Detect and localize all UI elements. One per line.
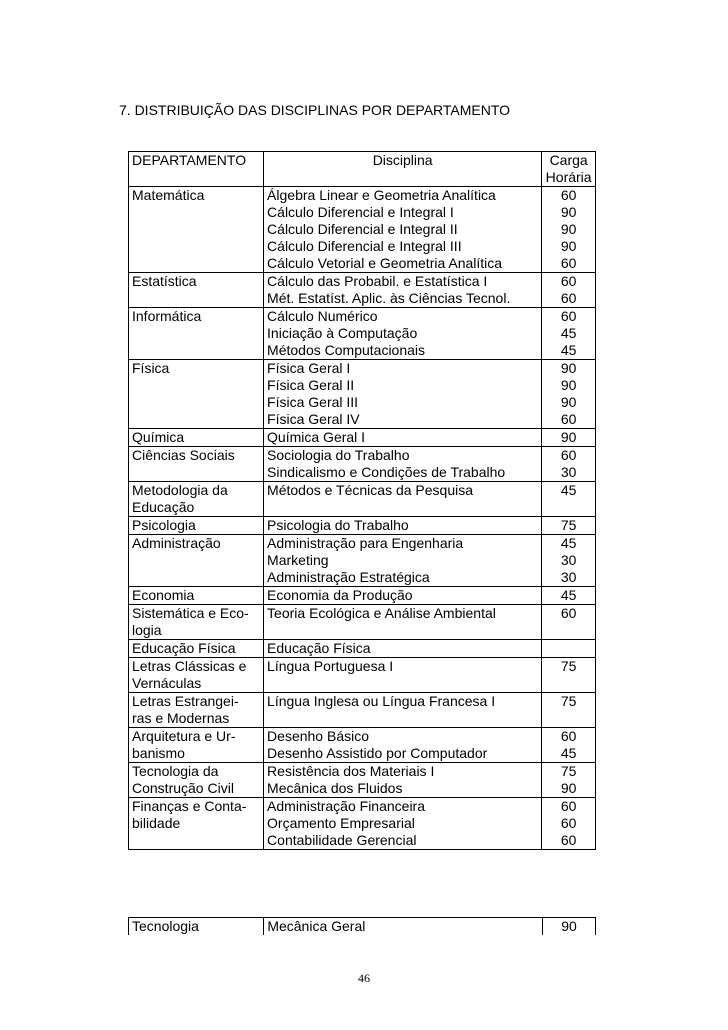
cell-line: Administração Financeira [267, 798, 426, 814]
cell-line: 60 [560, 273, 577, 289]
disciplina-cell [264, 658, 542, 693]
carga-horaria-cell [542, 429, 596, 447]
table-row [129, 763, 596, 798]
cell-line: Cálculo Vetorial e Geometria Analítica [267, 255, 503, 271]
cell-line: Psicologia [132, 517, 196, 533]
disciplina-cell [264, 640, 542, 658]
cell-line: Física Geral IV [267, 411, 360, 427]
continuation-table [128, 917, 596, 935]
cell-line: Psicologia do Trabalho [267, 517, 409, 533]
table-header-row [129, 152, 596, 187]
cell-line: Iniciação à Computação [267, 325, 418, 341]
table-row [129, 308, 596, 360]
cell-line: Orçamento Empresarial [267, 815, 415, 831]
cell-line: 90 [561, 918, 577, 934]
cell-line: Mecânica Geral [267, 918, 366, 934]
cell-line: Metodologia da [132, 482, 228, 498]
table-row [129, 728, 596, 763]
cell-line: 60 [560, 187, 577, 203]
cell-line: 60 [560, 308, 577, 324]
carga-horaria-cell [542, 640, 596, 658]
carga-horaria-cell [542, 482, 596, 517]
table-row [129, 535, 596, 587]
cell-line: Língua Inglesa ou Língua Francesa I [267, 693, 496, 709]
cell-line: Educação Física [132, 640, 236, 656]
disciplina-cell [264, 798, 542, 850]
cell-line: Física [132, 360, 170, 376]
carga-horaria-cell [542, 535, 596, 587]
carga-horaria-cell [542, 187, 596, 273]
cell-line: Sindicalismo e Condições de Trabalho [267, 464, 506, 480]
header-carga-line-2: Horária [545, 169, 592, 185]
table-row [129, 693, 596, 728]
cell-line: Mét. Estatíst. Aplic. às Ciências Tecnol. [267, 290, 511, 306]
table-row [129, 517, 596, 535]
cell-line: Sociologia do Trabalho [267, 447, 410, 463]
cell-line: Arquitetura e Ur- [132, 728, 236, 744]
cell-line: Letras Clássicas e [132, 658, 247, 674]
cell-line: Finanças e Conta- [132, 798, 247, 814]
cell-line: Resistência dos Materiais I [267, 763, 435, 779]
cell-line: Educação Física [267, 640, 371, 656]
departamento-cell [129, 482, 264, 517]
table-row [129, 918, 596, 936]
header-carga-horaria [542, 152, 596, 187]
cell-line: 90 [560, 360, 577, 376]
cell-line: 60 [560, 290, 577, 306]
disciplina-cell [264, 360, 542, 429]
departamento-cell [129, 918, 264, 936]
carga-horaria-cell [542, 763, 596, 798]
cell-line: ras e Modernas [132, 710, 230, 726]
cell-line: bilidade [132, 815, 181, 831]
table-row [129, 429, 596, 447]
cell-line: 90 [560, 238, 577, 254]
disciplina-cell [264, 587, 542, 605]
cell-line: 60 [560, 798, 577, 814]
carga-horaria-cell [542, 658, 596, 693]
cell-line: Informática [132, 308, 202, 324]
disciplina-cell [264, 517, 542, 535]
cell-line: Cálculo Diferencial e Integral III [267, 238, 462, 254]
cell-line: Letras Estrangei- [132, 693, 239, 709]
disciplina-cell [264, 482, 542, 517]
cell-line: Cálculo das Probabil. e Estatística I [267, 273, 488, 289]
departamento-cell [129, 187, 264, 273]
cell-line: logia [132, 622, 162, 638]
table-row [129, 447, 596, 482]
cell-line: Desenho Assistido por Computador [267, 745, 488, 761]
table-row [129, 273, 596, 308]
departamento-cell [129, 360, 264, 429]
cell-line: Química Geral I [267, 429, 366, 445]
disciplina-cell [264, 273, 542, 308]
departamento-cell [129, 273, 264, 308]
departamento-cell [129, 728, 264, 763]
cell-line: 60 [560, 255, 577, 271]
departamento-cell [129, 447, 264, 482]
disciplina-cell [264, 693, 542, 728]
cell-line: 45 [560, 325, 577, 341]
cell-line: 90 [560, 377, 577, 393]
cell-line: 90 [560, 780, 577, 796]
carga-horaria-cell [542, 447, 596, 482]
cell-line: Construção Civil [132, 780, 234, 796]
cell-line: Vernáculas [132, 675, 202, 691]
cell-line: 75 [560, 763, 577, 779]
header-carga-line-1: Carga [549, 152, 588, 168]
cell-line: Física Geral II [267, 377, 355, 393]
section-heading: 7. DISTRIBUIÇÃO DAS DISCIPLINAS POR DEPARTAMENTO [119, 102, 511, 118]
cell-line: Economia [132, 587, 195, 603]
departamento-cell [129, 658, 264, 693]
cell-line: 30 [560, 552, 577, 568]
cell-line: 90 [560, 429, 577, 445]
cell-line: Cálculo Diferencial e Integral I [267, 204, 454, 220]
cell-line: Cálculo Numérico [267, 308, 378, 324]
cell-line: Desenho Básico [267, 728, 369, 744]
cell-line: Administração Estratégica [267, 569, 430, 585]
carga-horaria-cell [542, 360, 596, 429]
cell-line: 60 [560, 411, 577, 427]
table-row [129, 360, 596, 429]
cell-line: Educação [132, 499, 195, 515]
carga-horaria-cell [542, 605, 596, 640]
cell-line: Mecânica dos Fluidos [267, 780, 403, 796]
disciplina-cell [264, 429, 542, 447]
cell-line: Métodos Computacionais [267, 342, 426, 358]
table-row [129, 640, 596, 658]
cell-line: Língua Portuguesa I [267, 658, 394, 674]
carga-horaria-cell [542, 798, 596, 850]
cell-line [545, 640, 592, 657]
cell-line: 45 [560, 745, 577, 761]
cell-line: 90 [560, 204, 577, 220]
table-row [129, 187, 596, 273]
departamento-cell [129, 798, 264, 850]
departamento-cell [129, 535, 264, 587]
departamento-cell [129, 429, 264, 447]
departamento-cell [129, 517, 264, 535]
cell-line: 60 [560, 605, 577, 621]
cell-line: 60 [560, 832, 577, 848]
cell-line: Administração [132, 535, 221, 551]
discipline-table [128, 151, 596, 850]
carga-horaria-cell [542, 728, 596, 763]
cell-line: Teoria Ecológica e Análise Ambiental [267, 605, 496, 621]
cell-line: 75 [560, 693, 577, 709]
cell-line: Matemática [132, 187, 205, 203]
cell-line: 45 [560, 587, 577, 603]
carga-horaria-cell [542, 273, 596, 308]
departamento-cell [129, 640, 264, 658]
cell-line: Álgebra Linear e Geometria Analítica [267, 187, 496, 203]
table-row [129, 658, 596, 693]
cell-line: 60 [560, 815, 577, 831]
header-departamento: DEPARTAMENTO [129, 152, 264, 187]
disciplina-cell [264, 308, 542, 360]
cell-line: Química [132, 429, 185, 445]
cell-line: 75 [560, 517, 577, 533]
departamento-cell [129, 587, 264, 605]
cell-line: Sistemática e Eco- [132, 605, 249, 621]
disciplina-cell [264, 728, 542, 763]
table-body [129, 152, 596, 850]
disciplina-cell [264, 187, 542, 273]
table-row [129, 587, 596, 605]
continuation-body [129, 918, 596, 936]
cell-line: Tecnologia da [132, 763, 219, 779]
cell-line: Física Geral I [267, 360, 351, 376]
cell-line: 60 [560, 728, 577, 744]
disciplina-cell [264, 535, 542, 587]
carga-horaria-cell [543, 918, 596, 936]
cell-line: 30 [560, 569, 577, 585]
disciplina-cell [264, 447, 542, 482]
disciplina-cell [264, 763, 542, 798]
cell-line: Economia da Produção [267, 587, 413, 603]
cell-line: 75 [560, 658, 577, 674]
cell-line: 60 [560, 447, 577, 463]
table-row [129, 798, 596, 850]
cell-line: 90 [560, 394, 577, 410]
departamento-cell [129, 308, 264, 360]
cell-line: Contabilidade Gerencial [267, 832, 417, 848]
carga-horaria-cell [542, 308, 596, 360]
cell-line: 90 [560, 221, 577, 237]
cell-line: 45 [560, 535, 577, 551]
departamento-cell [129, 605, 264, 640]
cell-line: Marketing [267, 552, 329, 568]
cell-line: Cálculo Diferencial e Integral II [267, 221, 458, 237]
table-row [129, 482, 596, 517]
cell-line: Estatística [132, 273, 197, 289]
carga-horaria-cell [542, 693, 596, 728]
disciplina-cell [264, 605, 542, 640]
departamento-cell [129, 693, 264, 728]
disciplina-cell [264, 918, 543, 936]
cell-line: banismo [132, 745, 185, 761]
cell-line: 30 [560, 464, 577, 480]
carga-horaria-cell [542, 517, 596, 535]
page-number: 46 [358, 971, 370, 985]
carga-horaria-cell [542, 587, 596, 605]
cell-line: Física Geral III [267, 394, 359, 410]
cell-line: Tecnologia [132, 918, 199, 934]
cell-line: Métodos e Técnicas da Pesquisa [267, 482, 474, 498]
table-row [129, 605, 596, 640]
cell-line: 45 [560, 342, 577, 358]
header-disciplina: Disciplina [264, 152, 542, 187]
cell-line: Administração para Engenharia [267, 535, 464, 551]
departamento-cell [129, 763, 264, 798]
cell-line: Ciências Sociais [132, 447, 235, 463]
cell-line: 45 [560, 482, 577, 498]
